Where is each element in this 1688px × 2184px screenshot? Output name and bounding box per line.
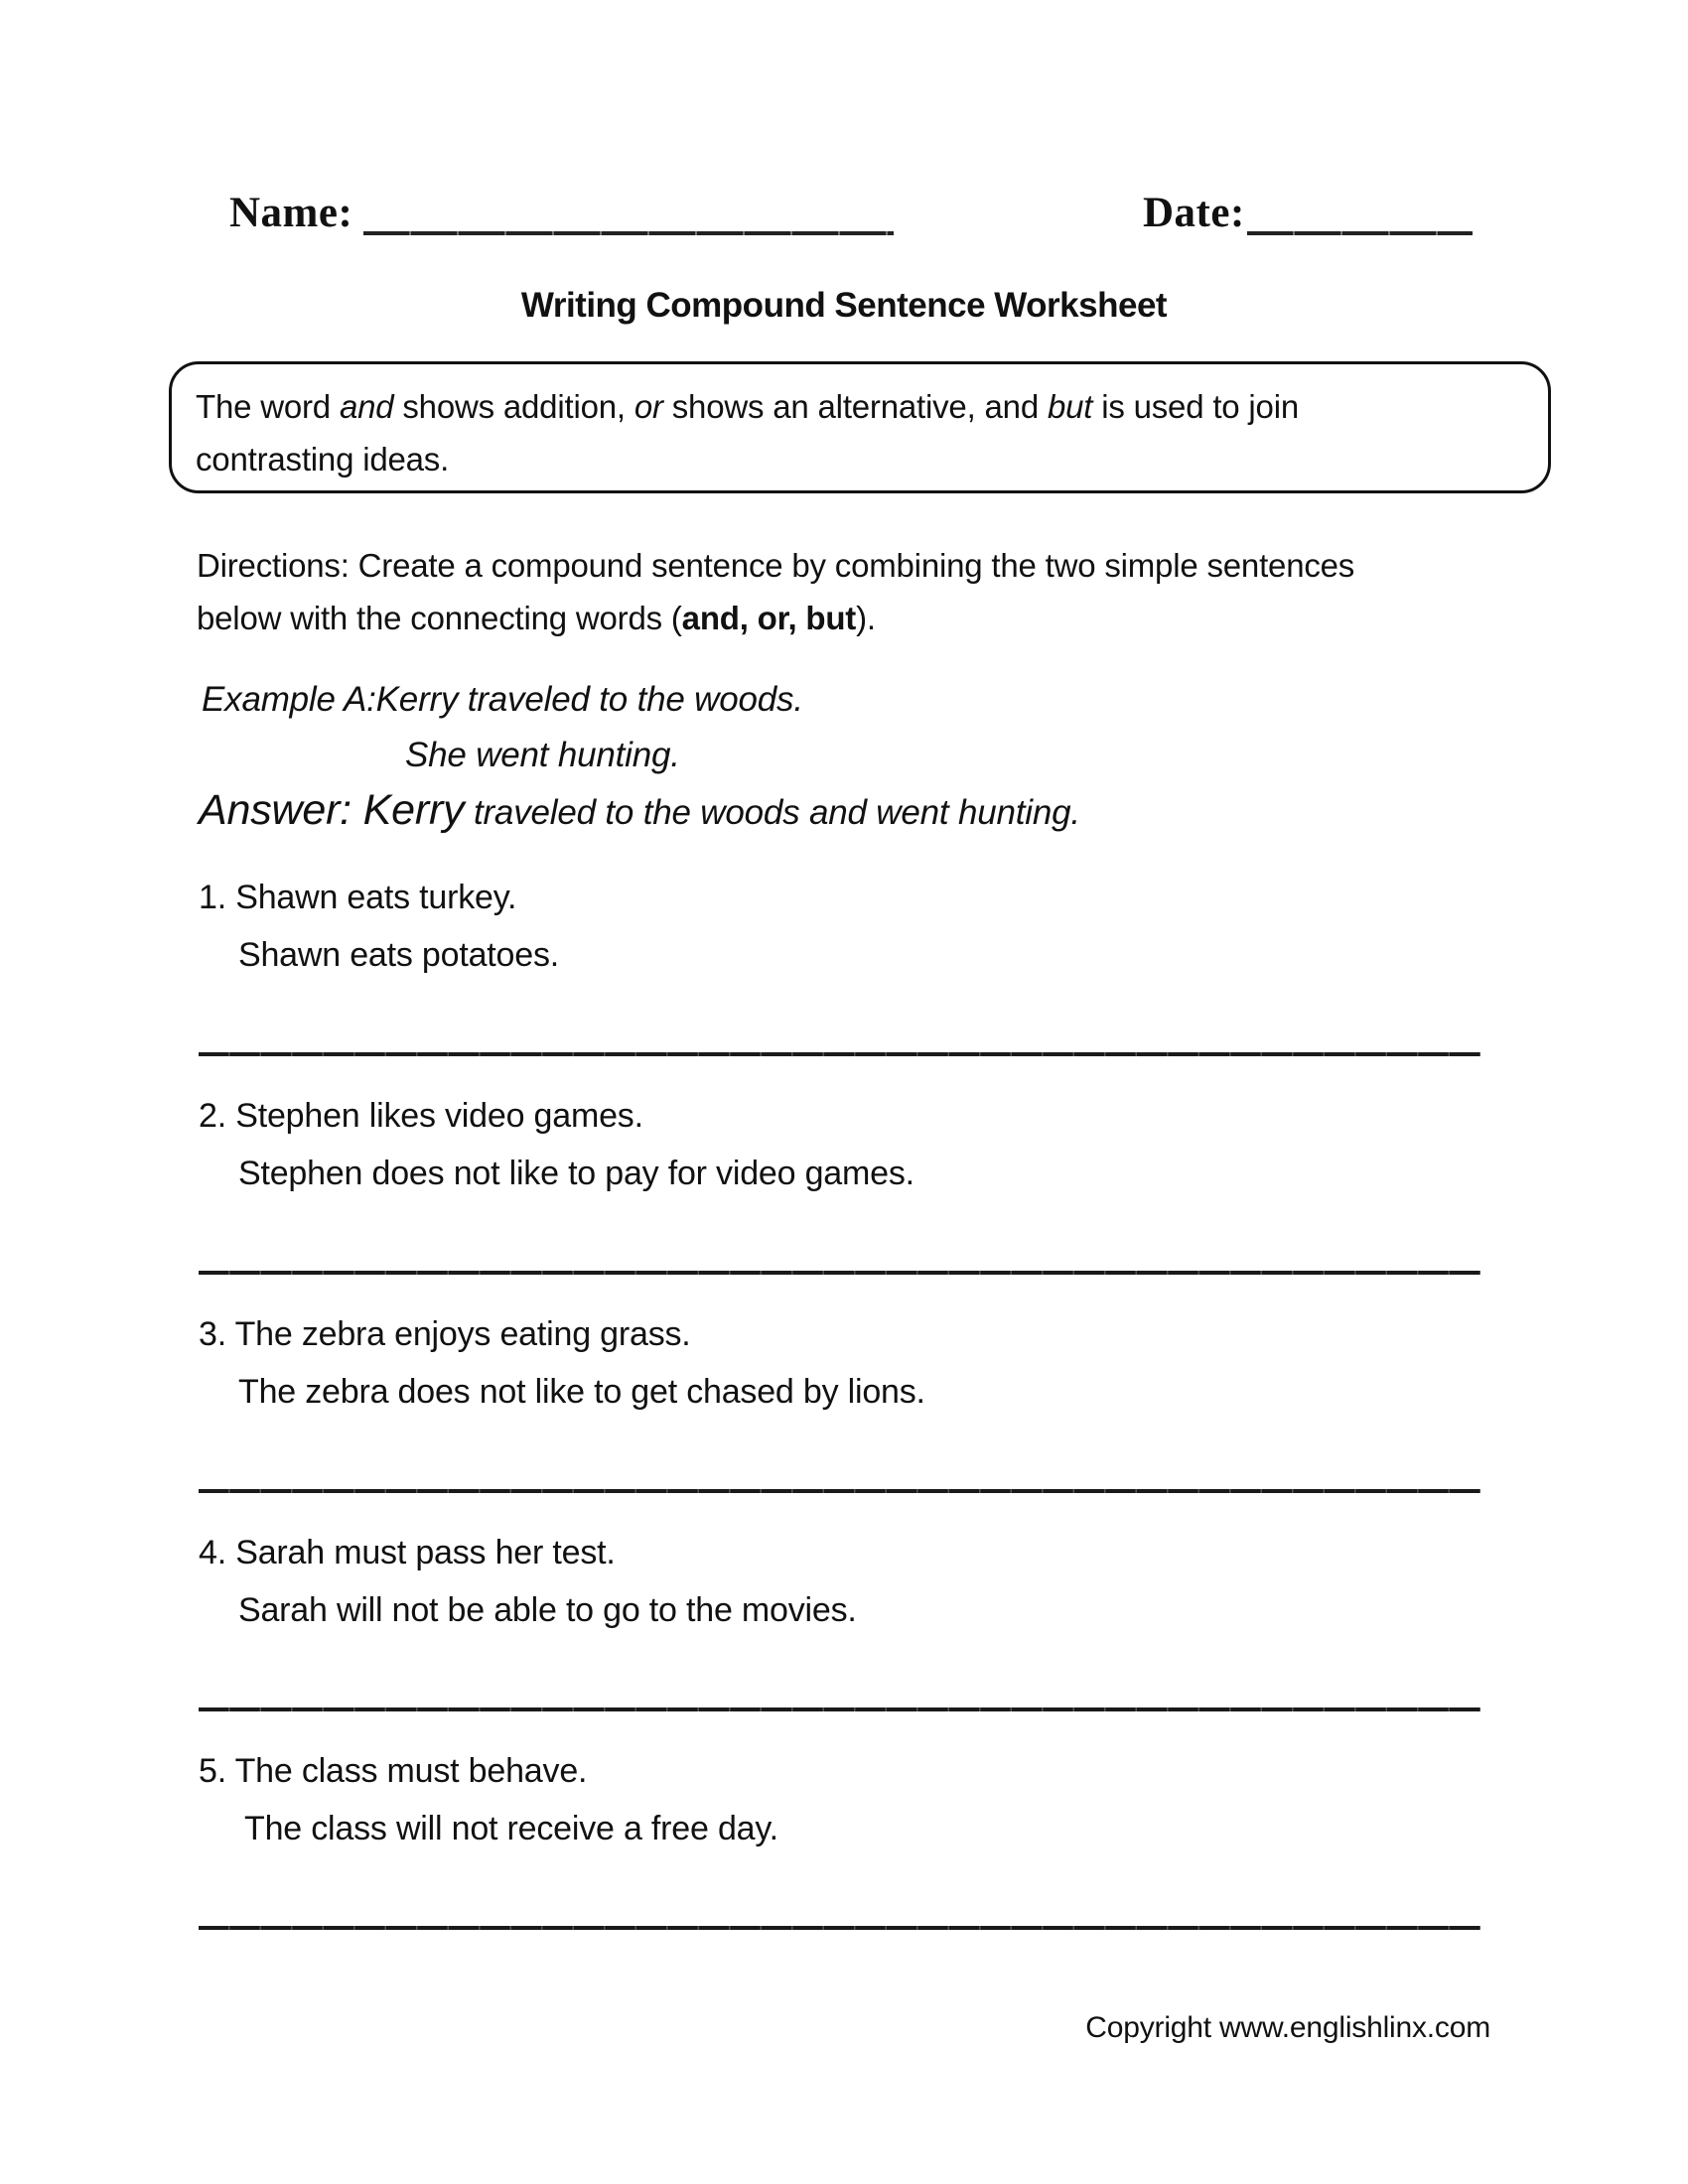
directions: [197, 539, 1527, 644]
item-sentence-1: [199, 1099, 914, 1133]
conjunction-but: but: [1047, 388, 1093, 425]
info-box-line-1: [196, 380, 1528, 433]
item-number: 3.: [199, 1315, 226, 1353]
item-sentence-2: Stephen does not like to pay for video games.: [238, 1155, 914, 1192]
item-number: 1.: [199, 879, 226, 916]
list-item: [199, 881, 559, 972]
connecting-words-bold: and, or, but: [681, 600, 857, 636]
item-sentence-2: The class will not receive a free day.: [244, 1810, 778, 1847]
item-sentence-text: Shawn eats turkey.: [235, 879, 517, 916]
item-sentence-1: [199, 881, 559, 914]
item-sentence-1: [199, 1536, 857, 1570]
example-answer: [199, 786, 1080, 834]
item-number: 2.: [199, 1097, 226, 1135]
example-answer-rest: traveled to the woods and went hunting.: [464, 793, 1080, 832]
info-text-segment: shows an alternative, and: [662, 388, 1048, 425]
item-sentence-1: [199, 1754, 778, 1788]
answer-blank-line[interactable]: [199, 1052, 1480, 1056]
item-number: 4.: [199, 1534, 226, 1571]
answer-blank-line[interactable]: [199, 1926, 1480, 1930]
item-sentence-text: Stephen likes video games.: [235, 1097, 643, 1135]
directions-text-segment: below with the connecting words (: [197, 600, 682, 636]
info-text-segment: shows addition,: [393, 388, 634, 425]
list-item: [199, 1099, 914, 1190]
example-sentence-2: She went hunting.: [405, 736, 680, 774]
item-sentence-text: The class must behave.: [234, 1752, 588, 1790]
date-blank-line[interactable]: [1247, 231, 1473, 235]
answer-blank-line[interactable]: [199, 1271, 1480, 1275]
item-number: 5.: [199, 1752, 226, 1790]
directions-text-segment: ).: [856, 600, 876, 636]
answer-blank-line[interactable]: [199, 1489, 1480, 1493]
info-text-segment: is used to join: [1092, 388, 1299, 425]
list-item: [199, 1317, 925, 1409]
item-sentence-text: The zebra enjoys eating grass.: [234, 1315, 691, 1353]
conjunction-and: and: [339, 388, 394, 425]
example-sentence-1: Example A:Kerry traveled to the woods.: [202, 680, 803, 719]
name-blank-line[interactable]: [363, 231, 894, 235]
directions-line-2: [197, 592, 1527, 644]
list-item: [199, 1754, 778, 1845]
page-title: Writing Compound Sentence Worksheet: [520, 286, 1168, 325]
example-answer-lead: Answer: Kerry: [199, 786, 465, 834]
list-item: [199, 1536, 857, 1627]
info-text-segment: The word: [196, 388, 340, 425]
info-box: [169, 361, 1551, 493]
item-sentence-1: [199, 1317, 925, 1351]
footer-copyright: Copyright www.englishlinx.com: [1085, 2011, 1490, 2044]
conjunction-or: or: [633, 388, 663, 425]
item-sentence-2: Shawn eats potatoes.: [238, 936, 560, 974]
answer-blank-line[interactable]: [199, 1707, 1480, 1711]
item-sentence-2: Sarah will not be able to go to the movies.: [238, 1591, 857, 1629]
item-sentence-2: The zebra does not like to get chased by lions.: [238, 1373, 925, 1411]
date-label: Date:: [1143, 190, 1245, 236]
name-label: Name:: [229, 190, 353, 236]
item-sentence-text: Sarah must pass her test.: [235, 1534, 616, 1571]
directions-line-1: Directions: Create a compound sentence by combining the two simple sentences: [197, 547, 1355, 584]
info-box-line-2: contrasting ideas.: [196, 441, 450, 478]
